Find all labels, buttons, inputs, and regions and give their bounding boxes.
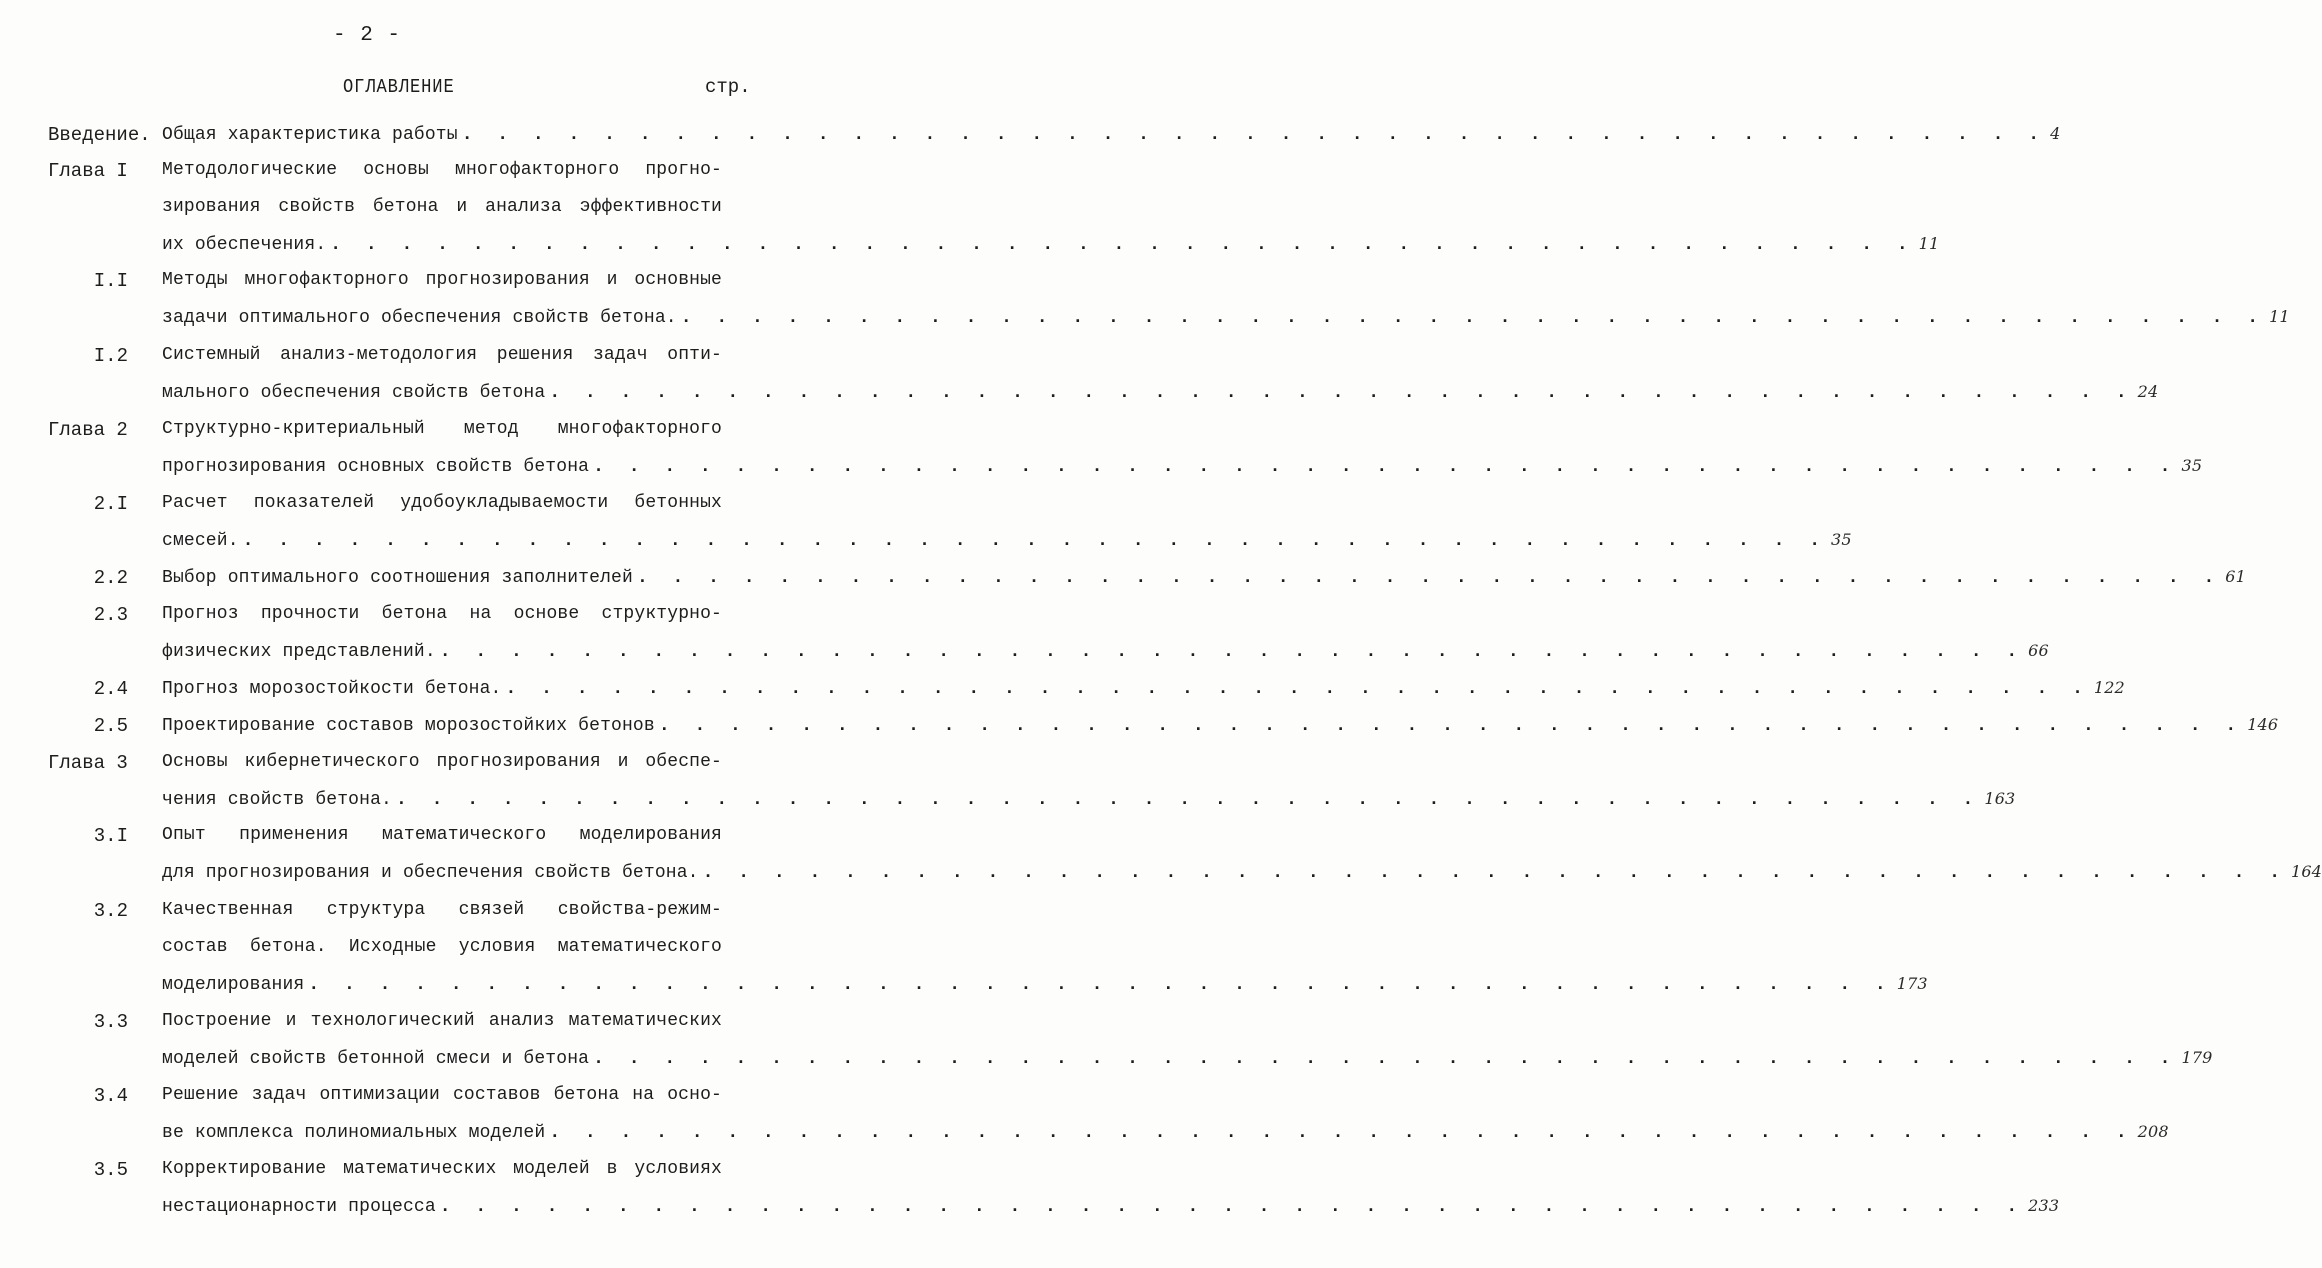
toc-entry-last-line xyxy=(162,530,1852,551)
toc-entry-last-line xyxy=(162,382,2159,403)
toc-entry-text-line: Системный анализ-методология решения задач опти- xyxy=(162,345,722,365)
toc-entry-text-line: Построение и технологический анализ математических xyxy=(162,1011,722,1031)
toc-entry-last-line xyxy=(162,234,1940,255)
toc-entry-text-line: смесей. xyxy=(162,531,239,551)
dot-leader: . . . . . . . . . . . . . . . . . . . . . . . . . . . . . . . . . . . . . . . . . . . . . xyxy=(658,716,2244,736)
toc-entry-text-line: моделирования xyxy=(162,975,305,995)
toc-entry-page-number: 4 xyxy=(2050,124,2061,143)
toc-entry-last-line xyxy=(162,974,1928,995)
page-number: - 2 - xyxy=(333,24,402,47)
toc-entry-text-line: их обеспечения. xyxy=(162,235,327,255)
toc-entry-label: I.I xyxy=(93,270,128,292)
toc-entry-last-line xyxy=(162,641,2049,662)
toc-entry-label: 2.2 xyxy=(93,567,128,589)
toc-entry-text-line: состав бетона. Исходные условия математического xyxy=(162,937,722,957)
toc-entry-text-line: прогнозирования основных свойств бетона xyxy=(162,457,590,477)
toc-entry-text-line: Решение задач оптимизации составов бетона на осно- xyxy=(162,1085,722,1105)
dot-leader: . . . . . . . . . . . . . . . . . . . . . . . . . . . . . . . . . . . . . . . . . . . . . xyxy=(549,1123,2134,1143)
toc-entry-page-number: 164 xyxy=(2291,862,2322,881)
toc-entry-text-line: зирования свойств бетона и анализа эффективности xyxy=(162,197,722,217)
page-column-header: стр. xyxy=(705,76,751,98)
toc-entry-last-line xyxy=(162,1048,2213,1069)
toc-entry-text-line: Расчет показателей удобоукладываемости бетонных xyxy=(162,493,722,513)
toc-entry-label: Глава 3 xyxy=(48,752,128,774)
toc-entry-label: 2.I xyxy=(93,493,128,515)
toc-entry-last-line xyxy=(162,1196,2060,1217)
toc-entry-page-number: 61 xyxy=(2225,567,2246,586)
toc-entry-page-number: 122 xyxy=(2093,678,2125,697)
dot-leader: . . . . . . . . . . . . . . . . . . . . . . . . . . . . . . . . . . . . . . . . . . . . . xyxy=(680,308,2266,328)
toc-entry-text-line: мального обеспечения свойств бетона xyxy=(162,383,546,403)
toc-entry-page-number: 163 xyxy=(1984,789,2016,808)
toc-entry-page-number: 24 xyxy=(2137,382,2159,401)
toc-entry-page-number: 35 xyxy=(2181,456,2203,475)
toc-entry-text-line: Структурно-критериальный метод многофакторного xyxy=(162,419,722,439)
toc-entry-label: 3.I xyxy=(93,825,128,847)
dot-leader: . . . . . . . . . . . . . . . . . . . . . . . . . . . . . . . . . . . . . . . . . . . . . xyxy=(593,1049,2178,1069)
toc-entry-last-line xyxy=(162,678,2125,699)
toc-entry-last-line xyxy=(162,567,2246,588)
toc-entry-last-line xyxy=(162,862,2322,883)
toc-entry-text-line: Общая характеристика работы xyxy=(162,125,458,145)
toc-entry-text-line: Проектирование составов морозостойких бетонов xyxy=(162,716,655,736)
dot-leader: . . . . . . . . . . . . . . . . . . . . . . . . . . . . . . . . . . . . . . . . . . . . . xyxy=(330,235,1915,255)
dot-leader: . . . . . . . . . . . . . . . . . . . . . . . . . . . . . . . . . . . . . . . . . . . . . xyxy=(505,679,2090,699)
toc-entry-label: Глава 2 xyxy=(48,419,128,441)
toc-entry-text-line: для прогнозирования и обеспечения свойств бетона. xyxy=(162,863,699,883)
dot-leader: . . . . . . . . . . . . . . . . . . . . . . . . . . . . . . . . . . . . . . . . . . . . . xyxy=(439,642,2025,662)
toc-entry-label: 3.3 xyxy=(93,1011,128,1033)
toc-entry-text-line: Прогноз прочности бетона на основе структурно- xyxy=(162,604,722,624)
toc-entry-page-number: 179 xyxy=(2181,1048,2213,1067)
dot-leader: . . . . . . . . . . . . . . . . . . . . . . . . . . . . . . . . . . . . . . . . . . . . . xyxy=(439,1197,2025,1217)
toc-entry-last-line xyxy=(162,307,2290,328)
toc-entry-page-number: 146 xyxy=(2247,715,2279,734)
toc-entry-last-line xyxy=(162,715,2279,736)
toc-entry-label: Введение. xyxy=(48,124,151,146)
toc-entry-page-number: 35 xyxy=(1831,530,1852,549)
toc-entry-text-line: Прогноз морозостойкости бетона. xyxy=(162,679,502,699)
toc-entry-page-number: 11 xyxy=(2269,307,2290,326)
dot-leader: . . . . . . . . . . . . . . . . . . . . . . . . . . . . . . . . . . . . . . . . . . . . . xyxy=(242,531,1828,551)
toc-entry-text-line: Методологические основы многофакторного прогно- xyxy=(162,160,722,180)
dot-leader: . . . . . . . . . . . . . . . . . . . . . . . . . . . . . . . . . . . . . . . . . . . . . xyxy=(549,383,2134,403)
toc-entry-text-line: задачи оптимального обеспечения свойств бетона. xyxy=(162,308,677,328)
toc-entry-text-line: физических представлений. xyxy=(162,642,436,662)
dot-leader: . . . . . . . . . . . . . . . . . . . . . . . . . . . . . . . . . . . . . . . . . . . . . xyxy=(636,568,2222,588)
toc-entry-last-line xyxy=(162,1122,2169,1143)
toc-entry-label: I.2 xyxy=(93,345,128,367)
toc-entry-text-line: нестационарности процесса xyxy=(162,1197,436,1217)
dot-leader: . . . . . . . . . . . . . . . . . . . . . . . . . . . . . . . . . . . . . . . . . . . . . xyxy=(308,975,1893,995)
toc-entry-label: 3.2 xyxy=(93,900,128,922)
toc-entry-text-line: Методы многофакторного прогнозирования и основные xyxy=(162,270,722,290)
toc-entry-page-number: 208 xyxy=(2137,1122,2169,1141)
toc-entry-text-line: моделей свойств бетонной смеси и бетона xyxy=(162,1049,590,1069)
toc-entry-label: 2.4 xyxy=(93,678,128,700)
toc-entry-label: Глава I xyxy=(48,160,128,182)
dot-leader: . . . . . . . . . . . . . . . . . . . . . . . . . . . . . . . . . . . . . . . . . . . . . xyxy=(461,125,2047,145)
toc-entry-text-line: чения свойств бетона. xyxy=(162,790,392,810)
toc-entry-text-line: Корректирование математических моделей в условиях xyxy=(162,1159,722,1179)
toc-entry-text-line: Опыт применения математического моделирования xyxy=(162,825,722,845)
toc-entry-page-number: 173 xyxy=(1896,974,1928,993)
toc-entry-last-line xyxy=(162,124,2061,145)
toc-entry-text-line: ве комплекса полиномиальных моделей xyxy=(162,1123,546,1143)
toc-entry-page-number: 11 xyxy=(1918,234,1940,253)
toc-entry-label: 3.4 xyxy=(93,1085,128,1107)
dot-leader: . . . . . . . . . . . . . . . . . . . . . . . . . . . . . . . . . . . . . . . . . . . . . xyxy=(593,457,2178,477)
toc-entry-text-line: Основы кибернетического прогнозирования и обеспе- xyxy=(162,752,722,772)
toc-entry-page-number: 233 xyxy=(2028,1196,2060,1215)
toc-entry-text-line: Качественная структура связей свойства-режим- xyxy=(162,900,722,920)
toc-entry-label: 2.5 xyxy=(93,715,128,737)
toc-entry-last-line xyxy=(162,789,2016,810)
toc-entry-page-number: 66 xyxy=(2028,641,2049,660)
toc-entry-label: 2.3 xyxy=(93,604,128,626)
dot-leader: . . . . . . . . . . . . . . . . . . . . . . . . . . . . . . . . . . . . . . . . . . . . . xyxy=(396,790,1981,810)
toc-entry-text-line: Выбор оптимального соотношения заполнителей xyxy=(162,568,633,588)
page-title: ОГЛАВЛЕНИЕ xyxy=(343,76,455,98)
toc-entry-last-line xyxy=(162,456,2203,477)
dot-leader: . . . . . . . . . . . . . . . . . . . . . . . . . . . . . . . . . . . . . . . . . . . . . xyxy=(702,863,2287,883)
toc-entry-label: 3.5 xyxy=(93,1159,128,1181)
